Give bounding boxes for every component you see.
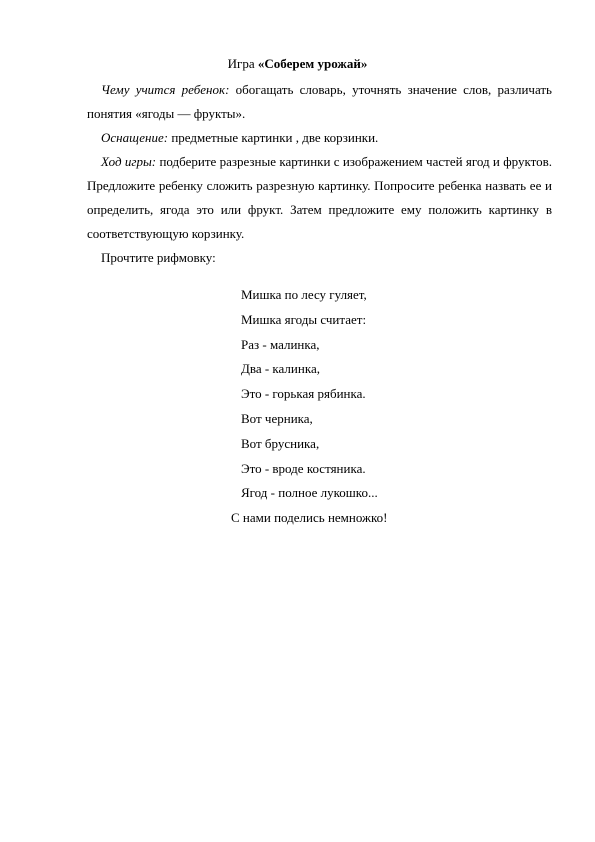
procedure-text: подберите разрезные картинки с изображением частей ягод и фруктов. Предложите ребенку сложить разрезную картинку. Попросите ребенка назвать ее и определить, ягода это или фрукт. Затем предложите ему положить картинку в соответствующую корзинку.: [87, 154, 552, 241]
poem-line: Раз - малинка,: [241, 336, 320, 352]
equipment-paragraph: [87, 126, 552, 150]
poem-line: Два - калинка,: [241, 361, 320, 377]
poem-line: Вот брусника,: [241, 435, 320, 451]
poem-line: Это - вроде костяника.: [241, 460, 366, 476]
poem: [231, 283, 388, 531]
goal-text: обогащать словарь, уточнять значение слов, различать понятия «ягоды — фрукты».: [87, 82, 552, 121]
equipment-text: предметные картинки , две корзинки.: [168, 130, 379, 145]
game-name: «Соберем урожай»: [257, 56, 368, 71]
procedure-paragraph: [87, 150, 552, 246]
read-prompt: Прочтите рифмовку:: [101, 250, 216, 265]
goal-label: Чему учится ребенок:: [101, 82, 230, 97]
poem-line: Вот черника,: [241, 410, 313, 426]
title-prefix: Игра: [227, 56, 258, 71]
poem-line: Это - горькая рябинка.: [241, 386, 366, 402]
poem-line: Мишка ягоды считает:: [241, 311, 367, 327]
procedure-label: Ход игры:: [101, 154, 157, 169]
equipment-label: Оснащение:: [101, 130, 169, 145]
poem-line: Мишка по лесу гуляет,: [241, 287, 367, 302]
page-title: [0, 56, 595, 72]
poem-line: Ягод - полное лукошко...: [241, 485, 378, 501]
goal-paragraph: [87, 78, 552, 126]
poem-line: С нами поделись немножко!: [231, 510, 388, 526]
